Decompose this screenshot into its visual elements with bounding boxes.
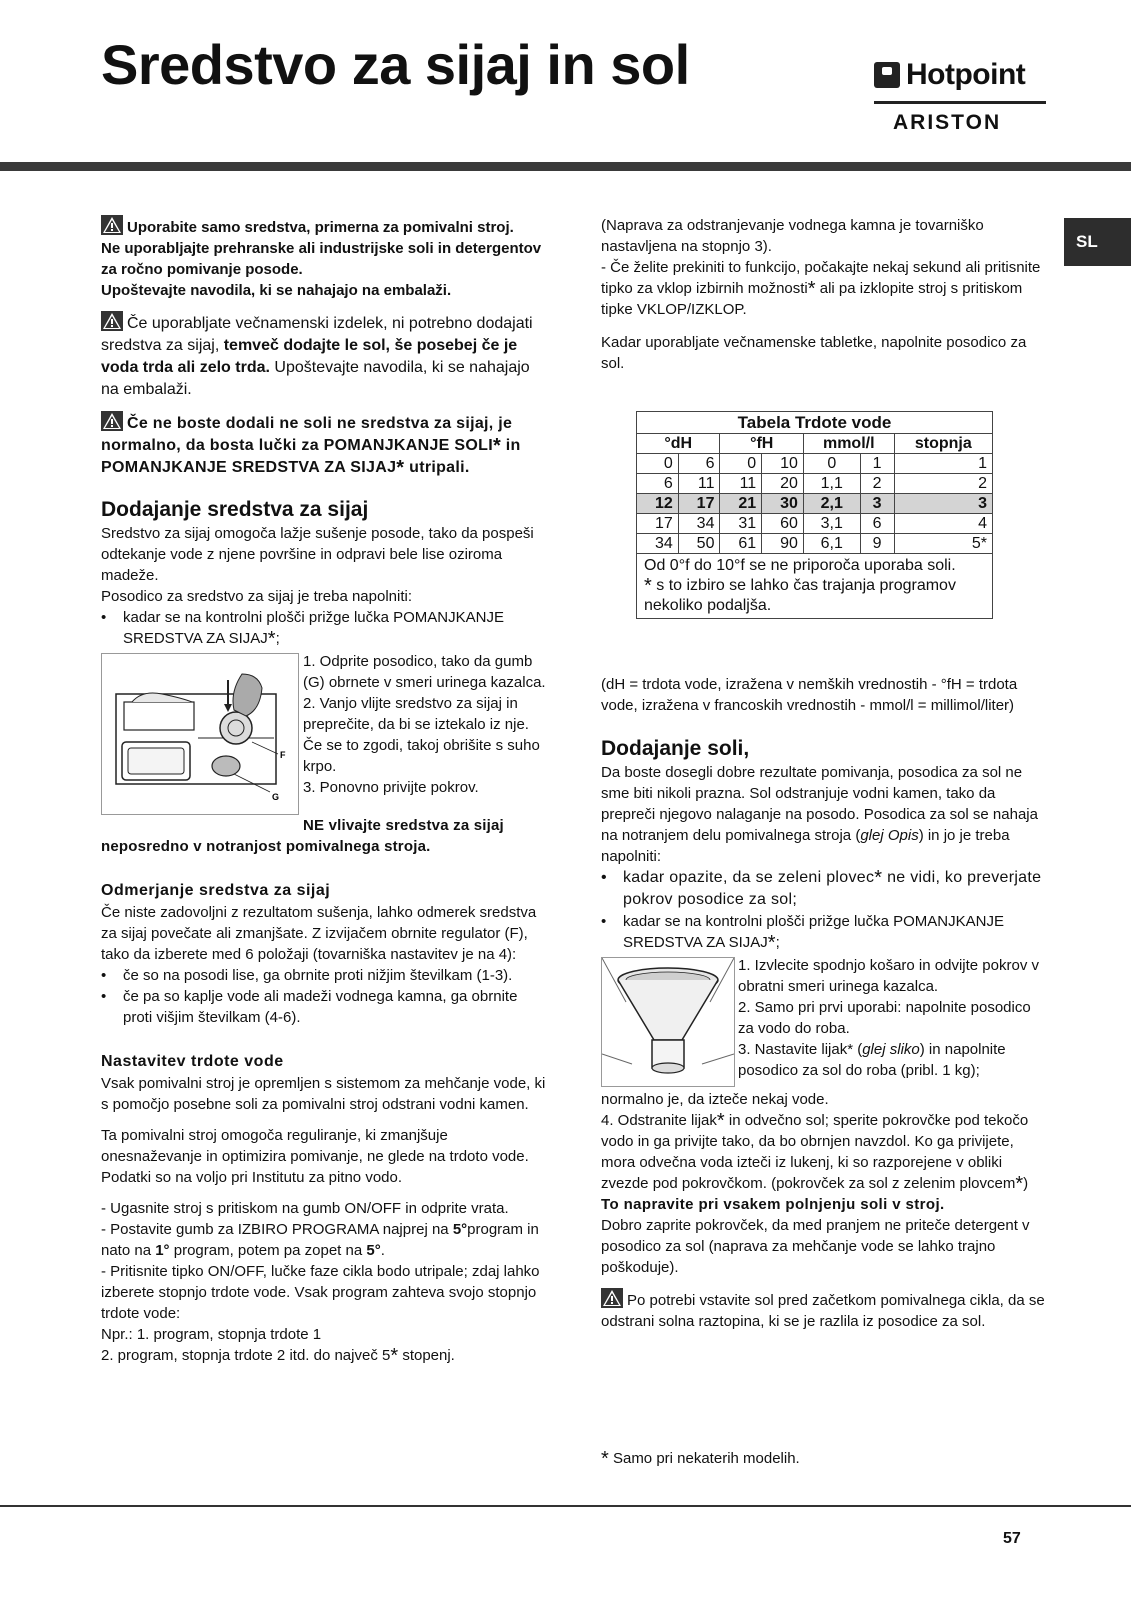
rinse-step-2: 2. Vanjo vlijte sredstvo za sijaj in preprečite, da bi se iztekalo iz nje. Če se to zgodi, takoj obrišite s suho krpo. — [303, 695, 540, 775]
table-header: °fH — [720, 434, 803, 454]
warning-2: Če uporabljate večnamenski izdelek, ni potrebno dodajati sredstva za sijaj, temveč dodajte le sol, še posebej če je voda trda ali zelo trda. Upoštevajte navodila, ki se nahajajo na embalaži. — [101, 311, 548, 401]
hardness-step-1: - Ugasnite stroj s pritiskom na gumb ON/OFF in odprite vrata. — [101, 1200, 509, 1217]
rinse-steps — [303, 651, 549, 798]
section-heading-rinse-aid: Dodajanje sredstva za sijaj — [101, 498, 369, 521]
header-bar — [0, 162, 1131, 171]
table-row: 17 34 31 60 3,1 6 4 — [637, 514, 993, 534]
salt-step-2: 2. Samo pri prvi uporabi: napolnite posodico za vodo do roba. — [738, 999, 1031, 1037]
rinse-note: NE vlivajte sredstva za sijaj neposredno v notranjost pomivalnega stroja. — [101, 817, 504, 855]
hardness-paragraph-2: Ta pomivalni stroj omogoča reguliranje, ki zmanjšuje onesnaževanje in optimizira pomivanje, ne glede na trdoto vode. Podatki so na voljo pri Institutu za pitno vodo. — [101, 1127, 529, 1186]
salt-bold-note: To napravite pri vsakem polnjenju soli v stroj. — [601, 1196, 945, 1213]
salt-paragraph: Da boste dosegli dobre rezultate pomivanja, posodica za sol ne sme biti nikoli prazna. Sol odstranjuje vodni kamen, tako da prepreči njegovo nalaganje na posodo. Posodica za sol se nahaja na notranjem delu pomivalnega stroja (glej Opis) in jo je treba napolniti: — [601, 764, 1038, 865]
logo-sub-text: ARISTON — [893, 111, 1002, 134]
table-row: 6 11 11 20 1,1 2 2 — [637, 474, 993, 494]
hardness-example-2: 2. program, stopnja trdote 2 itd. do največ 5* stopenj. — [101, 1345, 455, 1367]
dose-bullet-2: • če pa so kaplje vode ali madeži vodnega kamna, ga obrnite proti višjim številkam (4-6). — [101, 986, 548, 1028]
language-tab: SL — [1064, 218, 1131, 266]
warning-3: Če ne boste dodali ne soli ne sredstva za sijaj, je normalno, da bosta lučki za POMANJKANJE SOLI* in POMANJKANJE SREDSTVA ZA SIJAJ* utripali. — [101, 411, 548, 479]
section-heading-dosing: Odmerjanje sredstva za sijaj — [101, 882, 331, 899]
water-hardness-table — [636, 411, 993, 619]
dose-paragraph: Če niste zadovoljni z rezultatom sušenja, lahko odmerek sredstva za sijaj povečate ali zmanjšate. Z izvijačem obrnite regulator (F), tako da izberete med 6 položaji (tovarniška nastavitev je na 4): — [101, 904, 537, 963]
right-column — [601, 215, 1048, 374]
table-header: mmol/l — [803, 434, 894, 454]
table-row: 34 50 61 90 6,1 9 5* — [637, 534, 993, 554]
salt-funnel-illustration — [601, 957, 735, 1087]
salt-step-1: 1. Izvlecite spodnjo košaro in odvijte pokrov v obratni smeri urinega kazalca. — [738, 957, 1039, 995]
units-note: (dH = trdota vode, izražena v nemških vrednostih - °fH = trdota vode, izražena v francoskih vrednostih - mmol/l = millimol/liter) — [601, 676, 1018, 714]
table-header: °dH — [637, 434, 720, 454]
logo-divider — [874, 101, 1046, 104]
rinse-step-1: 1. Odprite posodico, tako da gumb (G) obrnete v smeri urinega kazalca. — [303, 653, 546, 691]
right-column-lower — [601, 674, 1048, 1332]
hardness-step-2: - Postavite gumb za IZBIRO PROGRAMA najprej na 5°program in nato na 1° program, potem pa zopet na 5°. — [101, 1221, 539, 1259]
logo-brand-text: Hotpoint — [906, 58, 1026, 91]
footer-rule — [0, 1505, 1131, 1507]
warning-1: Uporabite samo sredstva, primerna za pomivalni stroj. Ne uporabljajte prehranske ali industrijske soli in detergentov za ročno pomivanje posode. Upoštevajte navodila, ki se nahajajo na embalaži. — [101, 215, 548, 301]
table-note: Od 0°f do 10°f se ne priporoča uporaba soli. * s to izbiro se lahko čas trajanja programov nekoliko podaljša. — [636, 554, 993, 619]
hardness-example-1: Npr.: 1. program, stopnja trdote 1 — [101, 1326, 322, 1343]
label-f: F — [280, 750, 286, 760]
tablet-note: Kadar uporabljate večnamenske tabletke, napolnite posodico za sol. — [601, 334, 1027, 372]
salt-bullet-1: • kadar opazite, da se zeleni plovec* ne vidi, ko preverjate pokrov posodice za sol; — [601, 867, 1048, 911]
rinse-step-3: 3. Ponovno privijte pokrov. — [303, 779, 479, 796]
salt-step-3-cont: normalno je, da izteče nekaj vode. — [601, 1091, 829, 1108]
interrupt-note: - Če želite prekiniti to funkcijo, počakajte nekaj sekund ali pritisnite tipko za vklop izbirnih možnosti* ali pa izklopite stroj s pritiskom tipke VKLOP/IZKLOP. — [601, 259, 1041, 318]
rinse-aid-dispenser-illustration — [101, 653, 299, 815]
rinse-paragraph: Sredstvo za sijaj omogoča lažje sušenje posode, tako da pospeši odtekanje vode z njene površine in odpravi bele lise oziroma madeže. — [101, 525, 534, 584]
salt-steps — [738, 955, 1048, 1081]
left-column — [101, 215, 548, 1366]
salt-step-4: 4. Odstranite lijak* in odvečno sol; sperite pokrovčke pod tekočo vodo in ga privijte tako, da bo obrnjen navzdol. Ko ga privijete, mora odvečna voda izteči iz lukenj, ki so razporejene v obliki zvezde pod pokrovčkom. (pokrovček za sol z zelenim plovcem*) — [601, 1110, 1029, 1195]
dose-bullet-1: • če so na posodi lise, ga obrnite proti nižjim številkam (1-3). — [101, 965, 548, 986]
hardness-step-3: - Pritisnite tipko ON/OFF, lučke faze cikla bodo utripale; zdaj lahko izberete stopnjo trdote vode. Vsak program zahteva svojo stopnjo trdote vode: — [101, 1263, 540, 1322]
warning-icon — [101, 215, 123, 235]
section-heading-hardness: Nastavitev trdote vode — [101, 1053, 284, 1070]
table-row: 0 6 0 10 0 1 1 — [637, 454, 993, 474]
table-row-highlighted: 12 17 21 30 2,1 3 3 — [637, 494, 993, 514]
salt-bullet-2: • kadar se na kontrolni plošči prižge lučka POMANJKANJE SREDSTVA ZA SIJAJ*; — [601, 911, 1048, 953]
hotpoint-ariston-logo — [874, 58, 1050, 138]
rinse-paragraph: Posodico za sredstvo za sijaj je treba napolniti: — [101, 588, 413, 605]
hardness-paragraph-1: Vsak pomivalni stroj je opremljen s sistemom za mehčanje vode, ki s pomočjo posebne soli za pomivalni stroj odstrani vodni kamen. — [101, 1075, 546, 1113]
page-title: Sredstvo za sijaj in sol — [101, 33, 690, 96]
table-title: Tabela Trdote vode — [637, 412, 993, 434]
warning-icon — [101, 411, 123, 431]
rinse-figure-block — [101, 651, 548, 856]
factory-setting-note: (Naprava za odstranjevanje vodnega kamna je tovarniško nastavljena na stopnjo 3). — [601, 217, 984, 255]
salt-figure-block — [601, 955, 1048, 1089]
warning-icon — [101, 311, 123, 331]
salt-paragraph-2: Dobro zaprite pokrovček, da med pranjem ne priteče detergent v posodico za sol (naprava za mehčanje vode se lahko trajno poškoduje). — [601, 1217, 1030, 1276]
warning-icon — [601, 1288, 623, 1308]
section-heading-salt: Dodajanje soli, — [601, 737, 750, 760]
salt-warning: Po potrebi vstavite sol pred začetkom pomivalnega cikla, da se odstrani solna raztopina, ki se je razlila iz posodice za sol. — [601, 1288, 1048, 1332]
label-g: G — [272, 792, 280, 802]
page-number: 57 — [1003, 1530, 1021, 1547]
rinse-bullet: • kadar se na kontrolni plošči prižge lučka POMANJKANJE SREDSTVA ZA SIJAJ*; — [101, 607, 548, 649]
footnote: * Samo pri nekaterih modelih. — [601, 1448, 800, 1470]
hotpoint-logo-icon — [874, 62, 900, 88]
salt-step-3: 3. Nastavite lijak* (glej sliko) in napolnite posodico za sol do roba (pribl. 1 kg); — [738, 1041, 1006, 1079]
table-header: stopnja — [894, 434, 992, 454]
